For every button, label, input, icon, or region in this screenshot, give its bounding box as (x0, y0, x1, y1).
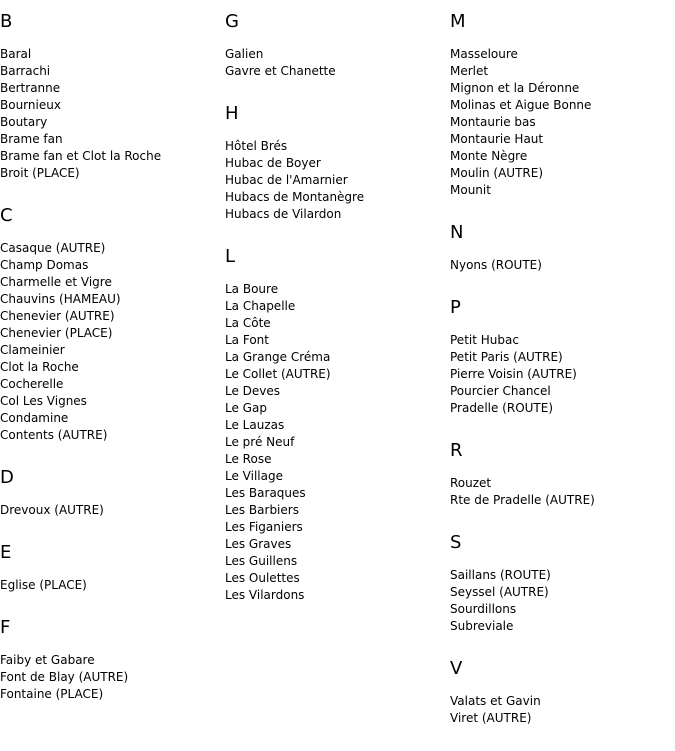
list-item: Monte Nègre (450, 149, 528, 163)
name-list (0, 46, 220, 182)
list-item: Font de Blay (AUTRE) (0, 670, 129, 684)
section-letter: G (225, 11, 239, 32)
name-list (450, 332, 675, 417)
index-column-1 (0, 12, 220, 727)
section-letter: E (0, 542, 12, 563)
name-list (450, 475, 675, 509)
letter-section-g (225, 12, 445, 80)
list-item: Nyons (ROUTE) (450, 258, 542, 272)
list-item: Charmelle et Vigre (0, 275, 112, 289)
section-letter: B (0, 11, 13, 32)
list-item: Bournieux (0, 98, 61, 112)
section-letter: D (0, 467, 14, 488)
list-item: Molinas et Aigue Bonne (450, 98, 592, 112)
section-letter: L (225, 246, 236, 267)
list-item: Le Rose (225, 452, 272, 466)
list-item: Condamine (0, 411, 69, 425)
list-item: Hubac de Boyer (225, 156, 321, 170)
list-item: Pradelle (ROUTE) (450, 401, 554, 415)
list-item: Champ Domas (0, 258, 89, 272)
list-item: Gavre et Chanette (225, 64, 336, 78)
section-letter: F (0, 617, 11, 638)
list-item: Fontaine (PLACE) (0, 687, 104, 701)
list-item: Les Guillens (225, 554, 298, 568)
list-item: Hubac de l'Amarnier (225, 173, 348, 187)
list-item: Les Oulettes (225, 571, 300, 585)
list-item: Subreviale (450, 619, 514, 633)
letter-section-b (0, 12, 220, 182)
list-item: Chauvins (HAMEAU) (0, 292, 121, 306)
list-item: Le Village (225, 469, 283, 483)
list-item: Baral (0, 47, 32, 61)
list-item: Hubacs de Montanègre (225, 190, 365, 204)
section-letter: S (450, 532, 462, 553)
list-item: Galien (225, 47, 264, 61)
list-item: Chenevier (AUTRE) (0, 309, 115, 323)
list-item: Casaque (AUTRE) (0, 241, 106, 255)
list-item: Le pré Neuf (225, 435, 295, 449)
list-item: La Grange Créma (225, 350, 331, 364)
list-item: Mignon et la Déronne (450, 81, 580, 95)
list-item: Col Les Vignes (0, 394, 87, 408)
section-letter: N (450, 222, 464, 243)
list-item: Contents (AUTRE) (0, 428, 108, 442)
list-item: Merlet (450, 64, 489, 78)
list-item: Seyssel (AUTRE) (450, 585, 549, 599)
name-list (0, 652, 220, 703)
list-item: Le Gap (225, 401, 267, 415)
name-list (225, 138, 445, 223)
letter-section-r (450, 441, 675, 509)
letter-section-n (450, 223, 675, 274)
list-item: Saillans (ROUTE) (450, 568, 551, 582)
list-item: Montaurie Haut (450, 132, 544, 146)
list-item: Hôtel Brés (225, 139, 288, 153)
letter-section-l (225, 247, 445, 604)
list-item: Bertranne (0, 81, 61, 95)
list-item: Drevoux (AUTRE) (0, 503, 104, 517)
section-letter: H (225, 103, 239, 124)
list-item: Petit Hubac (450, 333, 519, 347)
list-item: Brame fan (0, 132, 63, 146)
index-column-3 (450, 12, 675, 751)
list-item: Barrachi (0, 64, 51, 78)
section-letter: P (450, 297, 461, 318)
list-item: Les Barbiers (225, 503, 299, 517)
name-list (0, 240, 220, 444)
list-item: Viret (AUTRE) (450, 711, 532, 725)
list-item: Pourcier Chancel (450, 384, 551, 398)
list-item: Broit (PLACE) (0, 166, 80, 180)
list-item: Pierre Voisin (AUTRE) (450, 367, 577, 381)
list-item: Boutary (0, 115, 48, 129)
list-item: Moulin (AUTRE) (450, 166, 543, 180)
letter-section-h (225, 104, 445, 223)
section-letter: M (450, 11, 466, 32)
list-item: Eglise (PLACE) (0, 578, 87, 592)
letter-section-m (450, 12, 675, 199)
list-item: Brame fan et Clot la Roche (0, 149, 162, 163)
name-list (450, 693, 675, 727)
list-item: Valats et Gavin (450, 694, 541, 708)
list-item: Clot la Roche (0, 360, 79, 374)
letter-section-c (0, 206, 220, 444)
list-item: La Font (225, 333, 269, 347)
list-item: Masseloure (450, 47, 518, 61)
list-item: Rouzet (450, 476, 492, 490)
letter-section-v (450, 659, 675, 727)
list-item: La Boure (225, 282, 279, 296)
list-item: Les Graves (225, 537, 292, 551)
list-item: Les Figaniers (225, 520, 303, 534)
list-item: Sourdillons (450, 602, 517, 616)
letter-section-e (0, 543, 220, 594)
section-letter: C (0, 205, 13, 226)
list-item: Mounit (450, 183, 491, 197)
list-item: La Chapelle (225, 299, 296, 313)
name-list (0, 577, 220, 594)
name-list (450, 567, 675, 635)
list-item: Les Vilardons (225, 588, 305, 602)
list-item: Le Deves (225, 384, 281, 398)
index-column-2 (225, 12, 445, 628)
name-list (225, 281, 445, 604)
name-list (0, 502, 220, 519)
name-list (450, 257, 675, 274)
letter-section-d (0, 468, 220, 519)
list-item: Cocherelle (0, 377, 64, 391)
section-letter: R (450, 440, 463, 461)
list-item: Clameinier (0, 343, 65, 357)
letter-section-p (450, 298, 675, 417)
list-item: Petit Paris (AUTRE) (450, 350, 563, 364)
list-item: La Côte (225, 316, 271, 330)
letter-section-s (450, 533, 675, 635)
name-list (225, 46, 445, 80)
list-item: Les Baraques (225, 486, 306, 500)
letter-section-f (0, 618, 220, 703)
list-item: Hubacs de Vilardon (225, 207, 342, 221)
section-letter: V (450, 658, 463, 679)
list-item: Rte de Pradelle (AUTRE) (450, 493, 595, 507)
list-item: Montaurie bas (450, 115, 536, 129)
list-item: Le Collet (AUTRE) (225, 367, 331, 381)
list-item: Le Lauzas (225, 418, 285, 432)
list-item: Chenevier (PLACE) (0, 326, 113, 340)
list-item: Faiby et Gabare (0, 653, 95, 667)
name-list (450, 46, 675, 199)
